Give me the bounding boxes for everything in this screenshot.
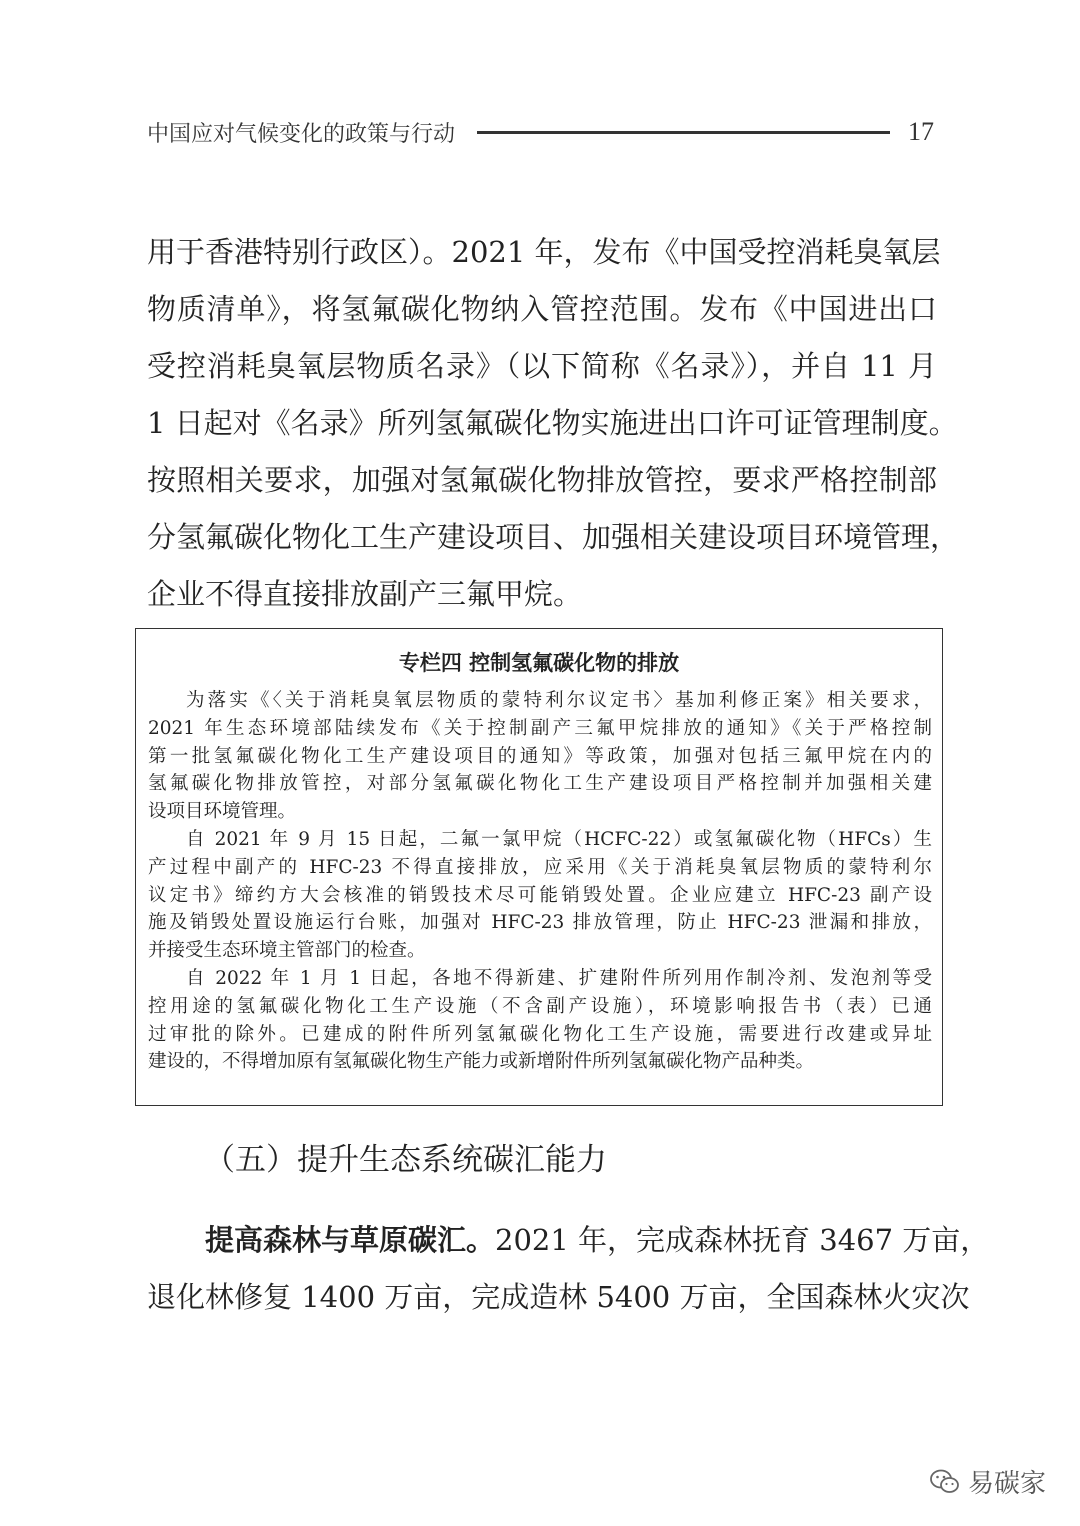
text-line: 按照相关要求，加强对氢氟碳化物排放管控，要求严格控制部 bbox=[147, 463, 937, 497]
sidebar-box bbox=[135, 628, 943, 1106]
text-line: 1 日起对《名录》所列氢氟碳化物实施进出口许可证管理制度。 bbox=[147, 406, 958, 440]
paragraph-hfc-policy bbox=[147, 224, 960, 623]
box-line: 自 2021 年 9 月 15 日起，二氟一氯甲烷（HCFC-22）或氢氟碳化物（HFCs）生 bbox=[186, 828, 932, 850]
text-line: 分氢氟碳化物化工生产建设项目、加强相关建设项目环境管理， bbox=[147, 520, 960, 554]
text-line: 企业不得直接排放副产三氟甲烷。 bbox=[147, 577, 583, 611]
paragraph-forest-carbon bbox=[147, 1212, 990, 1326]
box-body bbox=[148, 687, 932, 1076]
text-line: 用于香港特别行政区）。2021 年，发布《中国受控消耗臭氧层 bbox=[147, 235, 941, 269]
box-line: 建设的，不得增加原有氢氟碳化物生产能力或新增附件所列氢氟碳化物产品种类。 bbox=[148, 1051, 815, 1073]
box-line: 为落实《〈关于消耗臭氧层物质的蒙特利尔议定书〉基加利修正案》相关要求， bbox=[186, 690, 932, 711]
box-title: 专栏四 控制氢氟碳化物的排放 bbox=[398, 651, 680, 675]
box-line: 自 2022 年 1 月 1 日起，各地不得新建、扩建附件所列用作制冷剂、发泡剂等受 bbox=[186, 967, 932, 989]
bold-lead: 提高森林与草原碳汇。 bbox=[205, 1223, 496, 1257]
box-line: 设项目环境管理。 bbox=[148, 801, 297, 823]
wechat-icon bbox=[930, 1469, 960, 1495]
box-line: 第一批氢氟碳化物化工生产建设项目的通知》等政策，加强对包括三氟甲烷在内的 bbox=[148, 745, 932, 767]
section-heading: （五）提升生态系统碳汇能力 bbox=[204, 1142, 607, 1178]
box-line: 产过程中副产的 HFC-23 不得直接排放，应采用《关于消耗臭氧层物质的蒙特利尔 bbox=[148, 856, 932, 878]
watermark-text: 易碳家 bbox=[967, 1469, 1046, 1499]
box-line: 并接受生态环境主管部门的检查。 bbox=[148, 940, 426, 962]
watermark bbox=[930, 1463, 1046, 1500]
box-line: 施及销毁处置设施运行台账，加强对 HFC-23 排放管理，防止 HFC-23 泄漏和排放， bbox=[148, 912, 932, 934]
header-title: 中国应对气候变化的政策与行动 bbox=[147, 121, 456, 147]
box-line: 控用途的氢氟碳化物化工生产设施（不含副产设施），环境影响报告书（表）已通 bbox=[148, 995, 932, 1017]
text-line: 退化林修复 1400 万亩，完成造林 5400 万亩，全国森林火灾次 bbox=[147, 1280, 970, 1314]
box-line: 过审批的除外。已建成的附件所列氢氟碳化物化工生产设施，需要进行改建或异址 bbox=[148, 1023, 932, 1045]
box-line: 氢氟碳化物排放管控，对部分氢氟碳化物化工生产建设项目严格控制并加强相关建 bbox=[148, 773, 932, 795]
box-line: 议定书》缔约方大会核准的销毁技术尽可能销毁处置。企业应建立 HFC-23 副产设 bbox=[148, 884, 932, 906]
page-number: 17 bbox=[908, 117, 934, 146]
running-header bbox=[147, 112, 934, 152]
text-run: 2021 年，完成森林抚育 3467 万亩， bbox=[495, 1223, 990, 1257]
box-line: 2021 年生态环境部陆续发布《关于控制副产三氟甲烷排放的通知》《关于严格控制 bbox=[148, 717, 932, 739]
header-rule bbox=[477, 131, 890, 134]
text-line bbox=[147, 1212, 990, 1269]
text-line: 物质清单》，将氢氟碳化物纳入管控范围。发布《中国进出口 bbox=[147, 292, 937, 326]
text-line: 受控消耗臭氧层物质名录》（以下简称《名录》），并自 11 月 bbox=[147, 349, 937, 383]
